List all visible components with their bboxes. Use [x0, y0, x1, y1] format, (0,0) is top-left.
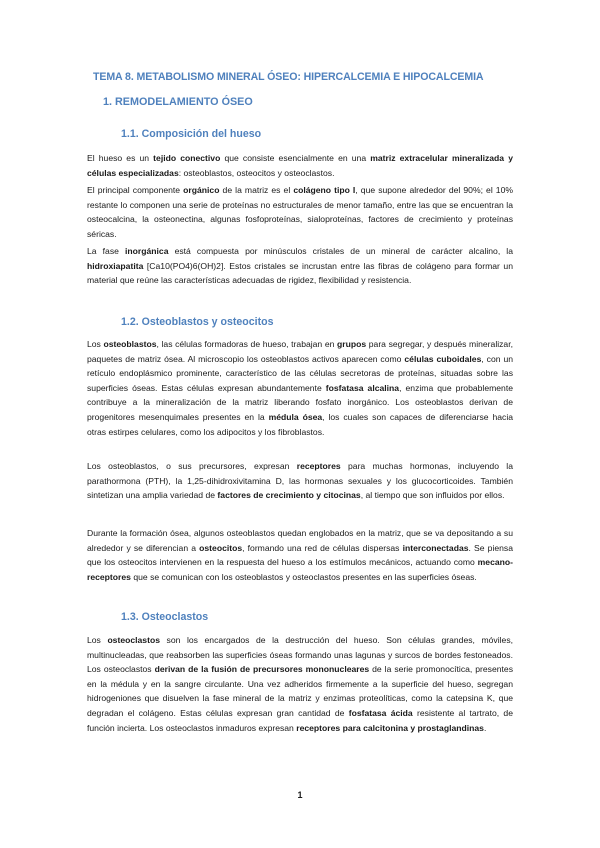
bold-term: médula ósea	[268, 411, 323, 422]
text-run: : osteoblastos, osteocitos y osteoclastos.	[178, 167, 335, 178]
paragraph	[87, 633, 513, 735]
text-run: para segregar, y después mineralizar, paquetes de matriz ósea. Al microscopio los osteoblastos activos aparecen como	[87, 339, 513, 364]
text-run: , con un retículo endoplásmico prominente, característico de las células secretoras de proteínas, situadas sobre las superficies óseas. Estas células expresan abundantemente	[87, 353, 514, 393]
paragraph	[87, 337, 513, 439]
bold-term: células cuboidales	[404, 353, 482, 364]
text-run: , las células formadoras de hueso, trabajan en	[156, 339, 338, 349]
text-run: son los encargados de la destrucción del hueso. Son células grandes, móviles, multinucleadas, que reabsorben las superficies óseas formando unas lagunas y surcos de bordes festoneados. Los osteoclastos	[87, 635, 514, 675]
bold-term: orgánico	[183, 185, 220, 195]
page-number: 1	[297, 790, 303, 800]
bold-term: inorgánica	[125, 246, 169, 256]
bold-term: osteoblastos	[103, 339, 157, 349]
text-run: , enzima que probablemente contribuye a la mineralización de la matriz liberando fosfato inorgánico. Los osteoblastos derivan de progenitores mesenquimales presentes en la	[87, 382, 513, 422]
document-title: TEMA 8. METABOLISMO MINERAL ÓSEO: HIPERCALCEMIA E HIPOCALCEMIA	[93, 71, 484, 83]
text-run: El principal componente	[87, 185, 184, 195]
text-run: . Se piensa que los osteocitos intervienen en la respuesta del hueso a los estímulos mecánicos, actuando como	[87, 542, 513, 568]
text-run: , al tiempo que son influidos por ellos.	[360, 490, 505, 501]
text-run: La fase	[87, 246, 126, 256]
text-run: Durante la formación ósea, algunos osteoblastos quedan englobados en la matriz, que se va depositando a su alrededor y se diferencian a	[87, 528, 513, 553]
text-run: , formando una red de células dispersas	[242, 542, 403, 553]
section-heading-remodelamiento: 1. REMODELAMIENTO ÓSEO	[103, 96, 253, 108]
paragraph	[87, 459, 513, 503]
paragraph	[87, 183, 513, 241]
text-run: Los	[87, 635, 108, 645]
text-run: de la serie promonocítica, presentes en la médula y en la sangre circulante. Una vez adheridos firmemente a la superficie del hueso, segregan hidrogeniones que disuelven la fase mineral de la matriz y enzimas proteolíticas, como la catepsina K, que degradan el colágeno. Estas células expresan gran cantidad de	[87, 664, 514, 718]
text-run: para muchas hormonas, incluyendo la parathormona (PTH), la 1,25-dihidroxivitamina D, las hormonas sexuales y los glucocorticoides. También sintetizan una amplia variedad de	[87, 461, 513, 501]
bold-term: tejido conectivo	[153, 153, 221, 163]
text-run: .	[483, 722, 487, 733]
bold-term: fosfatasa ácida	[348, 707, 413, 718]
bold-term: matriz extracelular mineralizada y células especializadas	[87, 153, 513, 178]
text-run: , que supone alrededor del 90%; el 10% restante lo componen una serie de proteínas no estructurales de menor tamaño, entre las que se encuentran la osteocalcina, la osteonectina, algunas fosfoproteínas, sialoproteínas, factores de crecimiento y proteínas séricas.	[87, 185, 514, 239]
text-run: [Ca10(PO4)6(OH)2]. Estos cristales se incrustan entre las fibras de colágeno para formar un material que reúne las características adecuadas de rigidez, flexibilidad y resistencia.	[87, 260, 513, 286]
bold-term: mecano-receptores	[87, 557, 513, 582]
paragraph	[87, 151, 513, 180]
bold-term: derivan de la fusión de precursores mononucleares	[154, 664, 370, 675]
bold-term: receptores	[296, 461, 341, 471]
text-run: El hueso es un	[87, 153, 154, 163]
text-run: de la matriz es el	[219, 185, 294, 195]
text-run: resistente al tartrato, de función incierta. Los osteoclastos inmaduros expresan	[87, 707, 513, 733]
paragraph	[87, 244, 513, 288]
bold-term: osteoclastos	[107, 635, 160, 645]
text-run: está compuesta por minúsculos cristales de un mineral de carácter alcalino, la	[168, 246, 514, 256]
bold-term: factores de crecimiento y citocinas	[217, 490, 361, 501]
bold-term: hidroxiapatita	[87, 260, 144, 271]
bold-term: osteocitos	[199, 542, 243, 553]
bold-term: fosfatasa alcalina	[325, 382, 400, 393]
paragraph	[87, 526, 513, 584]
subsection-heading-osteoblastos: 1.2. Osteoblastos y osteocitos	[121, 316, 274, 328]
text-run: Los osteoblastos, o sus precursores, expresan	[87, 461, 297, 471]
text-run: que consiste esencialmente en una	[220, 153, 371, 163]
bold-term: interconectadas	[402, 542, 469, 553]
bold-term: colágeno tipo I	[293, 185, 356, 195]
text-run: , los cuales son capaces de diferenciarse hacia otras estirpes celulares, como los adipocitos y los fibroblastos.	[87, 411, 514, 437]
bold-term: grupos	[337, 339, 367, 349]
subsection-heading-osteoclastos: 1.3. Osteoclastos	[121, 611, 209, 623]
text-run: Los	[87, 339, 104, 349]
text-run: que se comunican con los osteoblastos y osteoclastos presentes en las superficies óseas.	[130, 571, 477, 582]
subsection-heading-composicion: 1.1. Composición del hueso	[121, 128, 262, 140]
bold-term: receptores para calcitonina y prostaglandinas	[296, 722, 484, 733]
